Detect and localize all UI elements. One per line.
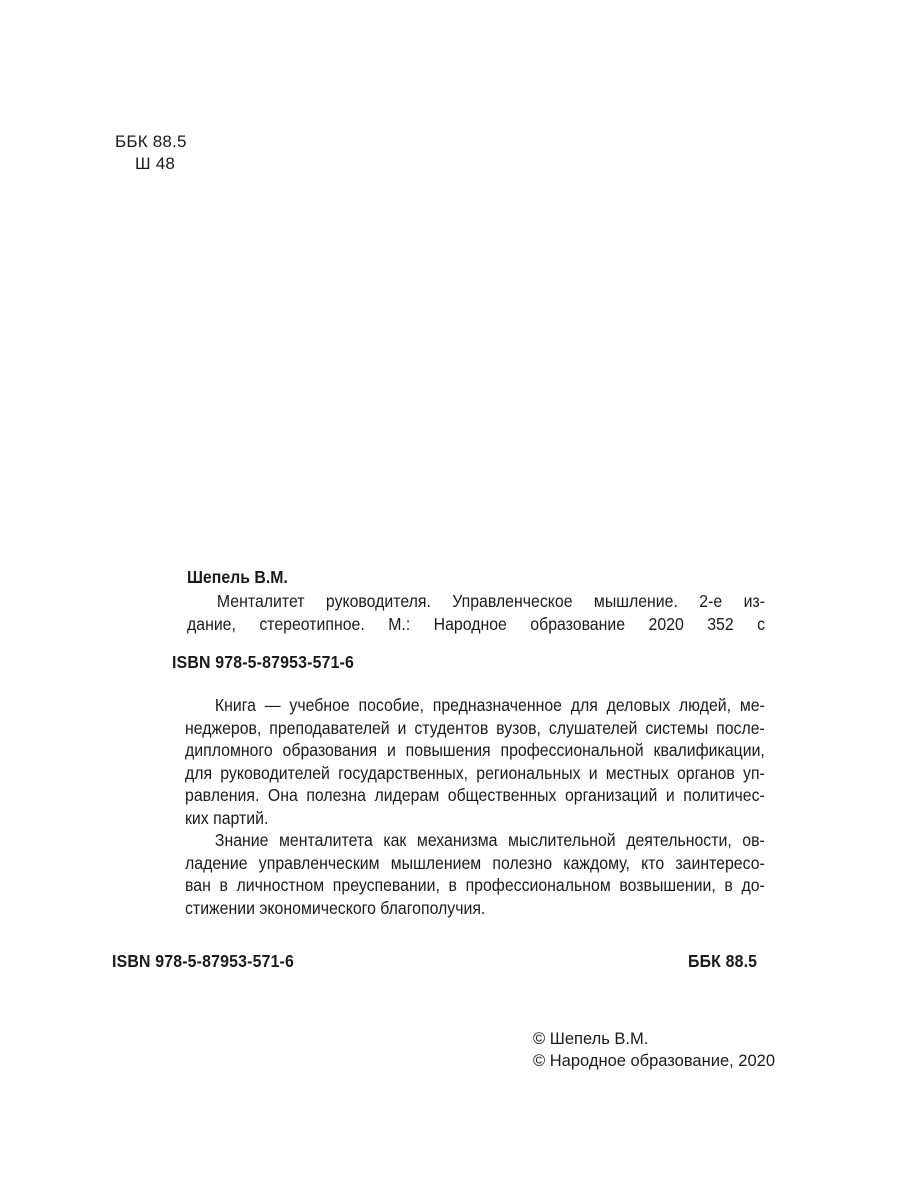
footer-isbn: ISBN 978-5-87953-571-6 <box>112 951 295 971</box>
footer-bbk: ББК 88.5 <box>688 951 758 971</box>
annotation-line: ких партий. <box>185 807 269 828</box>
annotation-line: неджеров, преподавателей и студентов вузов, слушателей системы после- <box>185 717 765 738</box>
isbn-line: ISBN 978-5-87953-571-6 <box>172 652 355 672</box>
copyright-publisher: © Народное образование, 2020 <box>533 1051 775 1070</box>
annotation-line: ладение управленческим мышлением полезно каждому, кто заинтересо- <box>185 852 765 873</box>
annotation-line: ван в личностном преуспевании, в профессиональном возвышении, в до- <box>185 875 765 895</box>
annotation-line: стижении экономического благополучия. <box>185 897 486 918</box>
author-sign-code: Ш 48 <box>135 154 176 173</box>
copyright-block <box>533 1029 775 1072</box>
title-line: Менталитет руководителя. Управленческое мышление. 2-е из- <box>216 590 766 611</box>
annotation-line: Книга — учебное пособие, предназначенное для деловых людей, ме- <box>214 695 765 715</box>
bibliographic-description <box>187 566 765 637</box>
copyright-author: © Шепель В.М. <box>533 1030 649 1048</box>
classification-block <box>115 131 187 175</box>
title-line: дание, стереотипное. М.: Народное образование 2020 352 с <box>187 614 766 634</box>
annotation-line: дипломного образования и повышения профессиональной квалификации, <box>185 740 765 760</box>
annotation-line: для руководителей государственных, региональных и местных органов уп- <box>185 762 765 783</box>
annotation-block <box>185 694 765 919</box>
annotation-line: равления. Она полезна лидерам общественных организаций и политичес- <box>185 785 765 805</box>
annotation-line: Знание менталитета как механизма мыслительной деятельности, ов- <box>214 830 765 850</box>
bbk-code: ББК 88.5 <box>115 132 187 151</box>
author-name: Шепель В.М. <box>187 567 288 587</box>
